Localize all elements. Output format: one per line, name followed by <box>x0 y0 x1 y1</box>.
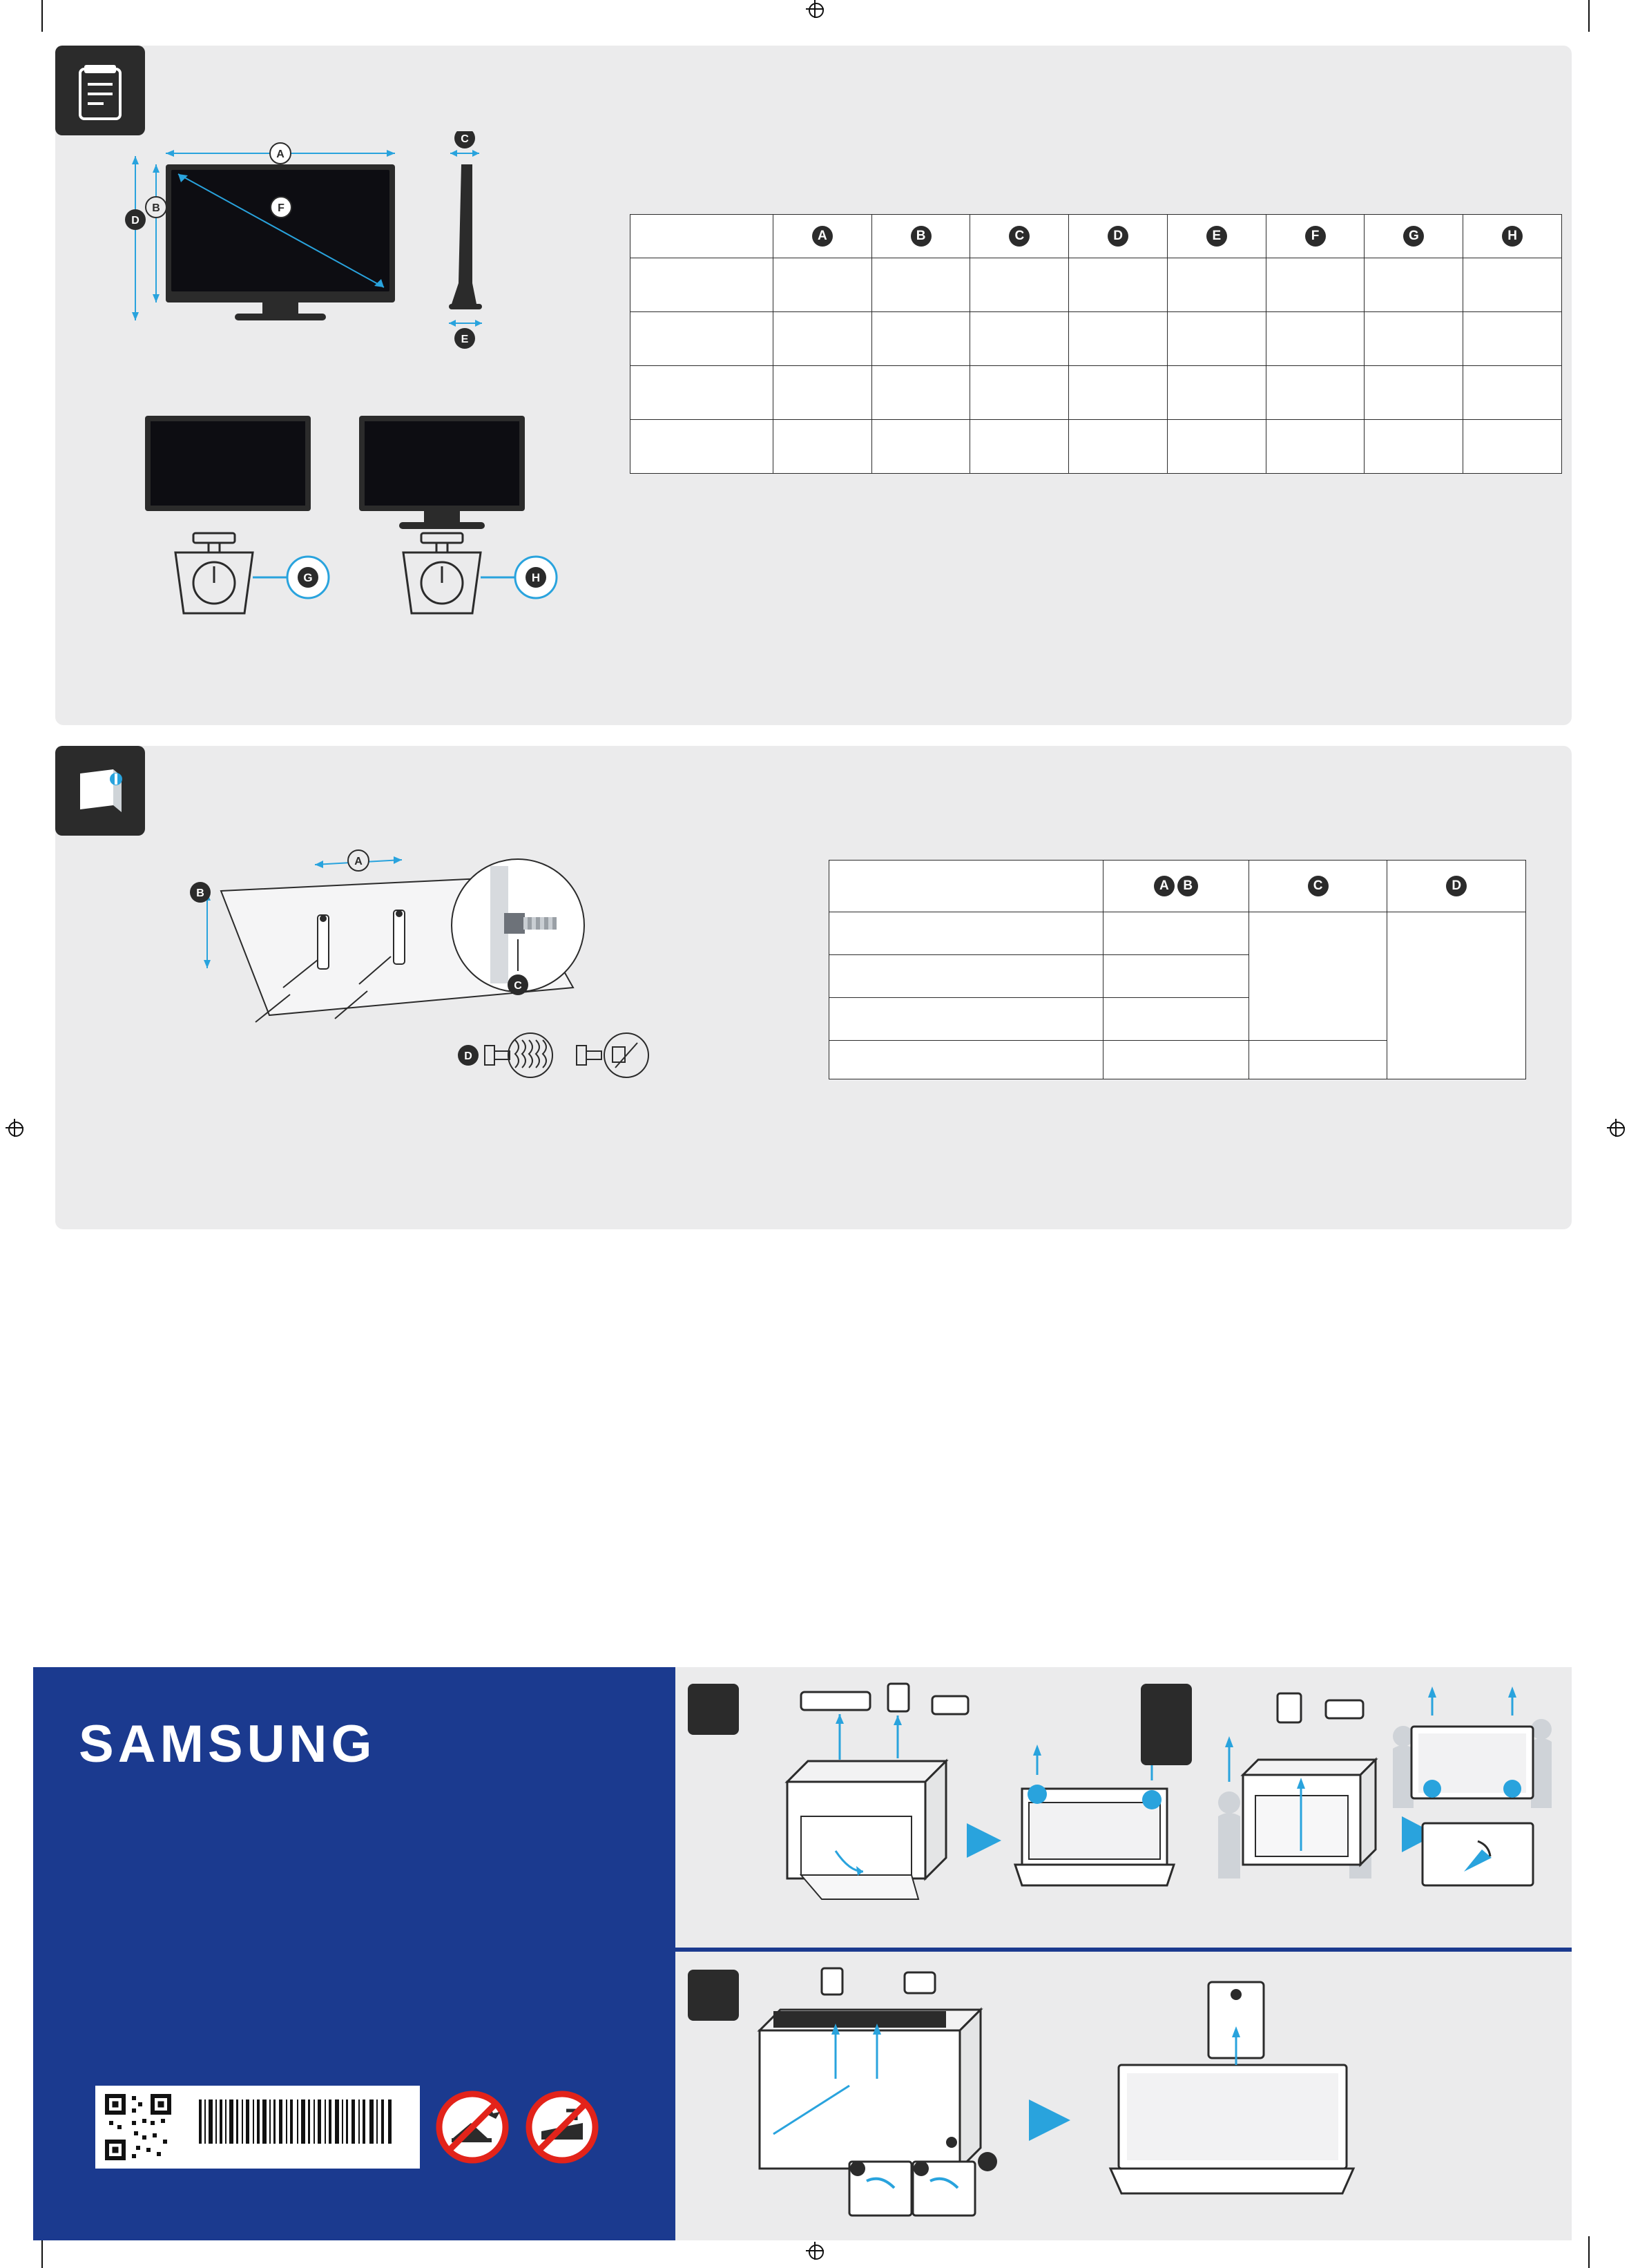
cell <box>970 420 1069 474</box>
letter-b: B <box>1177 876 1198 896</box>
wall-mount-table <box>829 860 1526 1079</box>
cell <box>871 312 970 366</box>
step-3-illustration <box>732 1961 1561 2238</box>
svg-text:C: C <box>461 133 469 145</box>
cell <box>1249 912 1387 1041</box>
cell <box>871 420 970 474</box>
cell <box>1365 312 1463 366</box>
cell <box>1266 420 1365 474</box>
cell <box>1069 366 1168 420</box>
row-label <box>829 955 1103 998</box>
cell <box>1167 366 1266 420</box>
cell <box>970 366 1069 420</box>
header-cell-d: D <box>1069 215 1168 258</box>
header-cell-blank <box>829 861 1103 912</box>
header-cell-d <box>1387 861 1526 912</box>
table-row <box>829 912 1526 955</box>
cell <box>773 258 871 312</box>
wall-mount-icon-badge <box>55 746 145 836</box>
cell <box>773 312 871 366</box>
step-3-badge <box>688 1970 739 2021</box>
row-label <box>829 912 1103 955</box>
cell <box>970 312 1069 366</box>
header-cell-blank <box>630 215 773 258</box>
registration-mark-bottom <box>806 2242 824 2260</box>
table-row <box>630 258 1562 312</box>
header-cell-b: B <box>871 215 970 258</box>
cell <box>1266 258 1365 312</box>
header-cell-ab <box>1103 861 1249 912</box>
cell <box>970 258 1069 312</box>
table-header-row <box>630 215 1562 258</box>
cell <box>1266 366 1365 420</box>
cell <box>1463 312 1562 366</box>
letter-d: D <box>1446 876 1467 896</box>
svg-text:C: C <box>514 980 522 992</box>
svg-text:A: A <box>354 856 363 867</box>
cell <box>773 366 871 420</box>
tv-dimension-diagram <box>124 131 621 428</box>
cell <box>1069 258 1168 312</box>
cell <box>1103 998 1249 1041</box>
crop-mark-bottom-right-v <box>1588 2236 1590 2268</box>
cell <box>1463 366 1562 420</box>
row-label <box>630 312 773 366</box>
svg-text:D: D <box>131 215 139 227</box>
cell <box>1387 912 1526 1079</box>
row-label <box>829 1041 1103 1079</box>
row-label <box>630 258 773 312</box>
qr-code-icon <box>101 2090 175 2164</box>
weight-diagram <box>131 407 601 656</box>
wall-mount-icon <box>55 746 145 836</box>
header-cell-e: E <box>1167 215 1266 258</box>
do-not-lay-flat-icon <box>525 2090 599 2164</box>
svg-text:B: B <box>196 887 204 899</box>
barcode-icon <box>193 2095 401 2159</box>
table-row <box>630 312 1562 366</box>
header-cell-h: H <box>1463 215 1562 258</box>
svg-text:B: B <box>152 202 160 214</box>
letter-a: A <box>1154 876 1175 896</box>
specifications-table <box>630 214 1562 474</box>
row-label <box>829 998 1103 1041</box>
cell <box>1365 258 1463 312</box>
cell <box>1365 420 1463 474</box>
header-cell-a: A <box>773 215 871 258</box>
row-label <box>630 366 773 420</box>
step-1-illustration <box>753 1678 1181 1941</box>
cell <box>1167 420 1266 474</box>
cell <box>871 258 970 312</box>
clipboard-icon-badge <box>55 46 145 135</box>
header-cell-c: C <box>970 215 1069 258</box>
header-cell-g: G <box>1365 215 1463 258</box>
registration-mark-top <box>806 0 824 18</box>
cell <box>1365 366 1463 420</box>
table-header-row <box>829 861 1526 912</box>
cell <box>1069 420 1168 474</box>
cell <box>1266 312 1365 366</box>
cell <box>773 420 871 474</box>
table-row <box>630 366 1562 420</box>
cell <box>1069 312 1168 366</box>
step-2-badge <box>1141 1684 1192 1765</box>
table-row <box>630 420 1562 474</box>
svg-text:A: A <box>276 148 285 160</box>
crop-mark-top-left-v <box>41 0 43 32</box>
letter-c: C <box>1308 876 1329 896</box>
do-not-drop-icon <box>435 2090 510 2164</box>
svg-text:H: H <box>531 571 541 584</box>
row-label <box>630 420 773 474</box>
wall-mount-diagram <box>145 849 760 1140</box>
cell <box>1167 312 1266 366</box>
cell <box>1463 420 1562 474</box>
svg-text:D: D <box>464 1050 472 1062</box>
step-1-badge <box>688 1684 739 1735</box>
cell <box>1103 912 1249 955</box>
svg-text:E: E <box>461 334 469 345</box>
cell <box>871 366 970 420</box>
svg-text:G: G <box>303 571 313 584</box>
cell <box>1249 1041 1387 1079</box>
clipboard-icon <box>55 46 145 135</box>
cell <box>1167 258 1266 312</box>
steps-divider <box>675 1948 1572 1952</box>
header-cell-f: F <box>1266 215 1365 258</box>
registration-mark-left <box>6 1119 23 1137</box>
cell <box>1103 955 1249 998</box>
cell <box>1463 258 1562 312</box>
step-2b-illustration <box>1381 1685 1568 1934</box>
crop-mark-bottom-left-v <box>41 2236 43 2268</box>
svg-text:F: F <box>278 202 285 214</box>
crop-mark-top-right-v <box>1588 0 1590 32</box>
header-cell-c <box>1249 861 1387 912</box>
cell <box>1103 1041 1249 1079</box>
registration-mark-right <box>1607 1119 1625 1137</box>
samsung-logo: SAMSUNG <box>79 1715 376 1774</box>
